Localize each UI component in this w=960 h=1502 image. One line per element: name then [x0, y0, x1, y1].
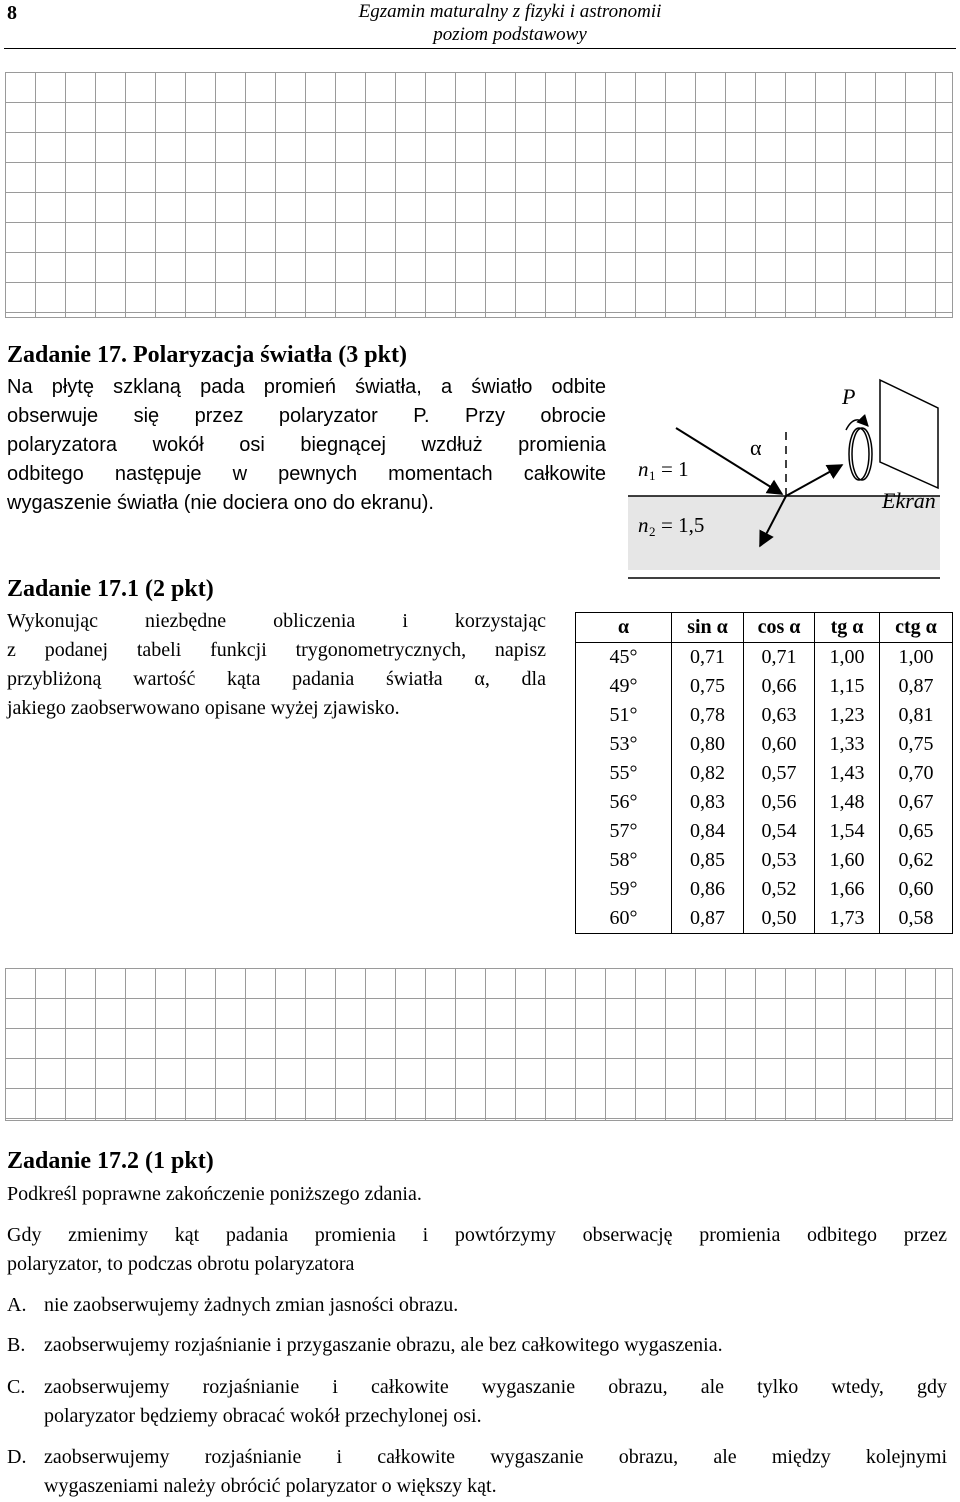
table-row [576, 759, 953, 788]
table-header-cell: α [576, 613, 672, 643]
header-rule [4, 48, 956, 49]
page-number: 8 [7, 2, 17, 24]
task171-line: przybliżoną wartość kąta padania światła α, dla [7, 668, 546, 690]
value-cell: 0,80 [672, 730, 744, 759]
value-cell: 1,33 [815, 730, 880, 759]
value-cell: 0,87 [880, 672, 953, 701]
table-header-row [576, 613, 953, 643]
header-title-line2: poziom podstawowy [433, 24, 587, 45]
table-row [576, 701, 953, 730]
option-text: zaobserwujemy rozjaśnianie i całkowite wygaszanie obrazu, ale tylko wtedy, gdy [44, 1376, 947, 1398]
angle-cell: 49° [576, 672, 672, 701]
page-header [230, 0, 790, 46]
table-row [576, 846, 953, 875]
value-cell: 0,75 [672, 672, 744, 701]
value-cell: 1,23 [815, 701, 880, 730]
n1-value: = 1 [661, 457, 689, 481]
task171-line: Wykonując niezbędne obliczenia i korzystając [7, 610, 546, 632]
screen-label: Ekran [882, 488, 936, 513]
table-row [576, 643, 953, 673]
table-row [576, 672, 953, 701]
value-cell: 0,83 [672, 788, 744, 817]
n1-subscript: 1 [649, 468, 656, 483]
option-b[interactable] [7, 1331, 947, 1360]
value-cell: 0,85 [672, 846, 744, 875]
task172-title: Zadanie 17.2 (1 pkt) [7, 1148, 214, 1174]
option-text: polaryzator będziemy obracać wokół przechylonej osi. [44, 1405, 482, 1427]
option-text: wygaszeniami należy obrócić polaryzator o większy kąt. [44, 1475, 497, 1497]
alpha-label: α [750, 435, 762, 460]
task171-line: z podanej tabeli funkcji trygonometrycznych, napisz [7, 639, 546, 661]
value-cell: 0,81 [880, 701, 953, 730]
value-cell: 0,65 [880, 817, 953, 846]
angle-cell: 60° [576, 904, 672, 934]
task172-stem [7, 1221, 947, 1279]
table-row [576, 817, 953, 846]
value-cell: 0,87 [672, 904, 744, 934]
n2-symbol: n [638, 513, 649, 537]
option-label: C. [7, 1376, 26, 1398]
n2-value: = 1,5 [661, 513, 705, 537]
angle-cell: 56° [576, 788, 672, 817]
table-row [576, 788, 953, 817]
task171-line: jakiego zaobserwowano opisane wyżej zjawisko. [7, 697, 400, 719]
table-header-cell: cos α [744, 613, 815, 643]
value-cell: 0,54 [744, 817, 815, 846]
angle-cell: 51° [576, 701, 672, 730]
header-title-line1: Egzamin maturalny z fizyki i astronomii [358, 1, 662, 22]
value-cell: 0,67 [880, 788, 953, 817]
screen-panel [880, 380, 938, 488]
value-cell: 0,66 [744, 672, 815, 701]
task172-stem-line: Gdy zmienimy kąt padania promienia i powtórzymy obserwację promienia odbitego przez [7, 1224, 947, 1246]
option-text: nie zaobserwujemy żadnych zmian jasności obrazu. [44, 1294, 459, 1316]
angle-cell: 53° [576, 730, 672, 759]
value-cell: 1,66 [815, 875, 880, 904]
task17-line: Na płytę szklaną pada promień światła, a światło odbite [7, 376, 606, 398]
value-cell: 1,00 [880, 643, 953, 673]
value-cell: 0,84 [672, 817, 744, 846]
angle-cell: 55° [576, 759, 672, 788]
n1-symbol: n [638, 457, 649, 481]
angle-cell: 57° [576, 817, 672, 846]
value-cell: 0,62 [880, 846, 953, 875]
value-cell: 1,54 [815, 817, 880, 846]
reflected-ray [786, 465, 842, 496]
table-row [576, 904, 953, 934]
value-cell: 1,43 [815, 759, 880, 788]
trig-table [575, 612, 953, 934]
value-cell: 1,73 [815, 904, 880, 934]
value-cell: 0,71 [744, 643, 815, 673]
task17-line: polaryzatora wokół osi biegnącej wzdłuż promienia [7, 434, 606, 456]
value-cell: 0,70 [880, 759, 953, 788]
task171-title: Zadanie 17.1 (2 pkt) [7, 576, 214, 602]
value-cell: 0,82 [672, 759, 744, 788]
incident-ray [676, 428, 782, 494]
option-text: zaobserwujemy rozjaśnianie i całkowite wygaszanie obrazu, ale między kolejnymi [44, 1446, 947, 1468]
option-label: D. [7, 1446, 27, 1468]
task17-text [7, 373, 606, 518]
option-label: B. [7, 1334, 26, 1356]
value-cell: 0,60 [744, 730, 815, 759]
table-header-cell: tg α [815, 613, 880, 643]
angle-cell: 58° [576, 846, 672, 875]
task17-line: wygaszenie światła (nie dociera ono do ekranu). [7, 492, 434, 514]
task17-title: Zadanie 17. Polaryzacja światła (3 pkt) [7, 342, 407, 368]
value-cell: 0,57 [744, 759, 815, 788]
task17-line: odbitego następuje w pewnych momentach całkowite [7, 463, 606, 485]
value-cell: 0,63 [744, 701, 815, 730]
n2-subscript: 2 [649, 524, 656, 539]
value-cell: 1,15 [815, 672, 880, 701]
option-a[interactable] [7, 1291, 947, 1320]
angle-cell: 59° [576, 875, 672, 904]
table-header-cell: sin α [672, 613, 744, 643]
value-cell: 1,00 [815, 643, 880, 673]
value-cell: 1,48 [815, 788, 880, 817]
option-text: zaobserwujemy rozjaśnianie i przygaszanie obrazu, ale bez całkowitego wygaszenia. [44, 1334, 723, 1356]
value-cell: 0,53 [744, 846, 815, 875]
value-cell: 0,71 [672, 643, 744, 673]
task171-text [7, 607, 546, 723]
table-row [576, 875, 953, 904]
value-cell: 0,58 [880, 904, 953, 934]
option-c[interactable] [7, 1373, 947, 1431]
task172-stem-line: polaryzator, to podczas obrotu polaryzatora [7, 1253, 355, 1275]
table-header-cell: ctg α [880, 613, 953, 643]
value-cell: 0,86 [672, 875, 744, 904]
value-cell: 0,52 [744, 875, 815, 904]
scratch-grid-top [5, 72, 953, 318]
option-d[interactable] [7, 1443, 947, 1501]
value-cell: 1,60 [815, 846, 880, 875]
angle-cell: 45° [576, 643, 672, 673]
value-cell: 0,56 [744, 788, 815, 817]
value-cell: 0,50 [744, 904, 815, 934]
value-cell: 0,75 [880, 730, 953, 759]
value-cell: 0,78 [672, 701, 744, 730]
scratch-grid-bottom [5, 968, 953, 1121]
task17-line: obserwuje się przez polaryzator P. Przy obrocie [7, 405, 606, 427]
value-cell: 0,60 [880, 875, 953, 904]
option-label: A. [7, 1294, 27, 1316]
reflection-diagram [610, 370, 950, 585]
table-row [576, 730, 953, 759]
task172-instruction: Podkreśl poprawne zakończenie poniższego zdania. [7, 1183, 422, 1205]
polarizer-label: P [842, 384, 856, 409]
